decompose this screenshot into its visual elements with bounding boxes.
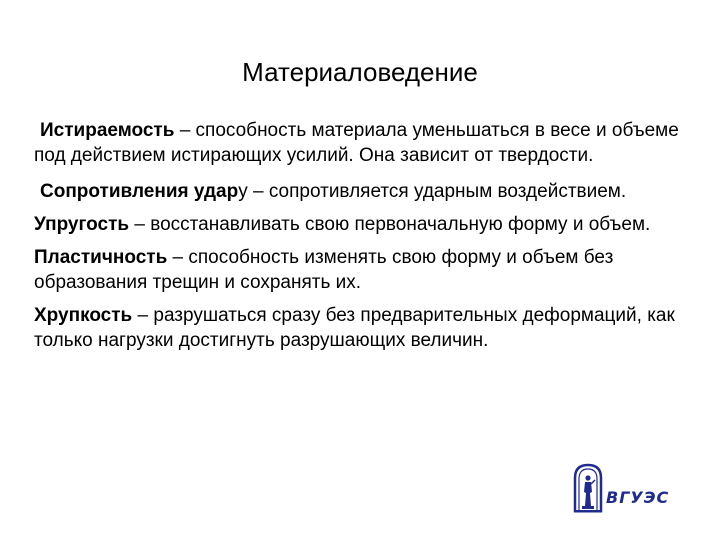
definition-item-plasticity [34,245,694,295]
university-logo [560,460,680,520]
term-plasticity: Пластичность [34,247,168,268]
term-separator: – [167,247,189,268]
logo-text: ВГУЭС [606,488,670,507]
definition-plasticity: способность изменять свою форму и объем без образования трещин и сохранять их. [34,247,614,293]
term-separator: – [174,120,196,141]
definition-item-abrasion [34,118,694,168]
definition-impact-resistance: сопротивляется ударным воздействием. [268,181,627,202]
term-abrasion: Истираемость [40,120,175,141]
definition-brittleness: разрушаться сразу без предварительных деформаций, как только нагрузки достигнуть разрушающих величин. [34,305,675,351]
slide-title: Материаловедение [242,57,478,87]
arch-statue-icon [572,462,604,514]
term-brittleness: Хрупкость [34,305,133,326]
definition-elasticity: восстанавливать свою первоначальную форму и объем. [150,214,651,235]
definition-item-impact-resistance [34,179,694,204]
definition-item-brittleness [34,303,694,353]
term-separator: – [129,214,151,235]
term-impact-resistance: Сопротивления удар [40,181,239,202]
term-separator: – [247,181,269,202]
term-separator: – [132,305,154,326]
definition-abrasion: способность материала уменьшаться в весе и объеме под действием истирающих усилий. Она зависит от твердости. [34,120,679,166]
term-impact-resistance-tail: у [238,181,248,202]
definition-list [34,118,694,361]
definition-item-elasticity [34,212,694,237]
term-elasticity: Упругость [34,214,130,235]
